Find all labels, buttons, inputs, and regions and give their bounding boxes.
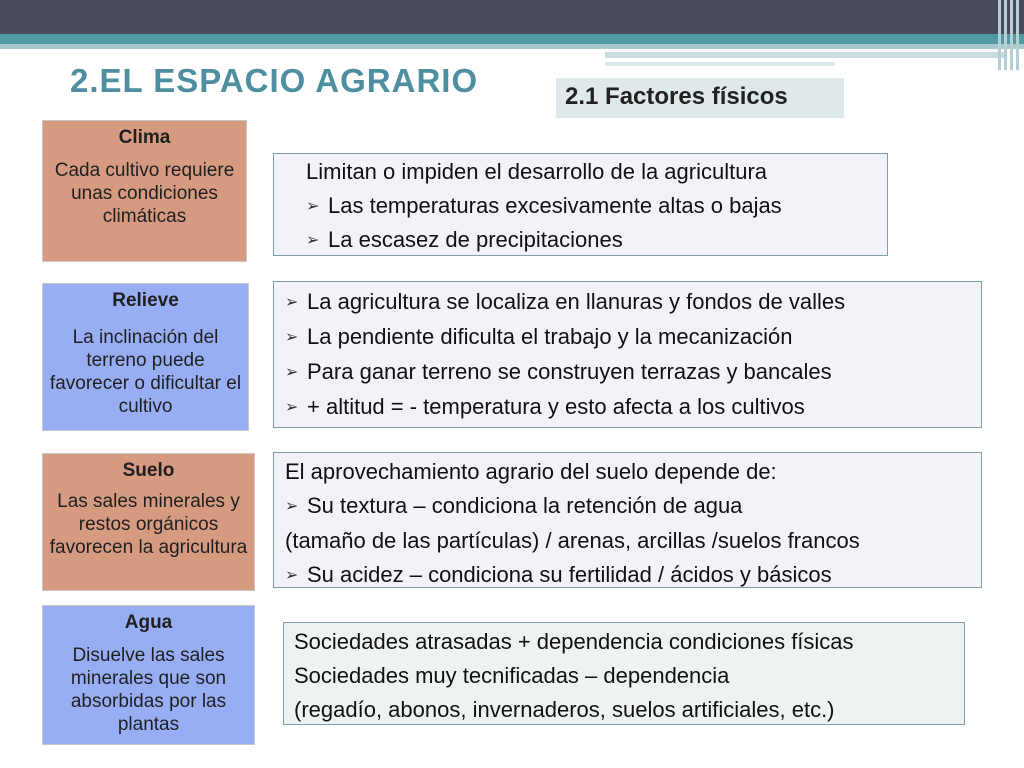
list-item: ➢ La escasez de precipitaciones bbox=[306, 223, 887, 258]
list-item: ➢ Su textura – condiciona la retención de agua bbox=[285, 489, 981, 524]
agua-detail-box bbox=[283, 622, 965, 725]
decorative-stripe bbox=[605, 52, 1005, 58]
bullet-arrow-icon: ➢ bbox=[285, 329, 299, 346]
factor-heading: Clima bbox=[118, 127, 171, 148]
factor-text: Disuelve las sales minerales que son absorbidas por las plantas bbox=[70, 645, 227, 735]
list-item-continuation: (tamaño de las partículas) / arenas, arcillas /suelos francos bbox=[285, 528, 860, 553]
list-item: ➢ Su acidez – condiciona su fertilidad / ácidos y básicos bbox=[285, 558, 981, 593]
factor-text: La inclinación del terreno puede favorecer o dificultar el cultivo bbox=[49, 327, 242, 417]
list-item: ➢ La pendiente dificulta el trabajo y la mecanización bbox=[285, 320, 981, 355]
decorative-vertical-bars bbox=[998, 0, 1020, 70]
suelo-intro: El aprovechamiento agrario del suelo depende de: bbox=[285, 459, 777, 484]
factor-clima bbox=[42, 120, 247, 262]
slide-subtitle: 2.1 Factores físicos bbox=[556, 78, 844, 118]
top-stripe-light bbox=[0, 44, 1024, 49]
factor-text: Las sales minerales y restos orgánicos favorecen la agricultura bbox=[49, 491, 248, 558]
agua-line: (regadío, abonos, invernaderos, suelos artificiales, etc.) bbox=[294, 697, 835, 722]
top-banner bbox=[0, 0, 1024, 34]
factor-text: Cada cultivo requiere unas condiciones climáticas bbox=[54, 160, 235, 227]
factor-agua bbox=[42, 605, 255, 745]
list-item: ➢ + altitud = - temperatura y esto afecta a los cultivos bbox=[285, 390, 981, 425]
list-item: ➢ La agricultura se localiza en llanuras y fondos de valles bbox=[285, 285, 981, 320]
clima-intro: Limitan o impiden el desarrollo de la agricultura bbox=[306, 159, 768, 184]
bullet-arrow-icon: ➢ bbox=[306, 197, 320, 215]
decorative-stripe-short bbox=[605, 62, 835, 66]
suelo-detail-box bbox=[273, 452, 982, 588]
bullet-arrow-icon: ➢ bbox=[306, 232, 320, 249]
top-stripe bbox=[0, 34, 1024, 44]
bullet-arrow-icon: ➢ bbox=[285, 294, 299, 311]
bullet-arrow-icon: ➢ bbox=[285, 399, 299, 416]
factor-heading: Suelo bbox=[122, 460, 175, 481]
agua-line: Sociedades muy tecnificadas – dependencia bbox=[294, 663, 730, 688]
bullet-arrow-icon: ➢ bbox=[285, 498, 299, 515]
agua-line: Sociedades atrasadas + dependencia condiciones físicas bbox=[294, 629, 854, 654]
bullet-arrow-icon: ➢ bbox=[285, 567, 299, 584]
factor-heading: Agua bbox=[124, 612, 173, 633]
list-item: ➢ Para ganar terreno se construyen terrazas y bancales bbox=[285, 355, 981, 390]
relieve-detail-box bbox=[273, 281, 982, 428]
bullet-arrow-icon: ➢ bbox=[285, 364, 299, 381]
list-item: ➢ Las temperaturas excesivamente altas o bajas bbox=[306, 189, 887, 224]
factor-relieve bbox=[42, 283, 249, 431]
factor-suelo bbox=[42, 453, 255, 591]
clima-detail-box bbox=[273, 153, 888, 256]
factor-heading: Relieve bbox=[112, 290, 179, 311]
slide-title: 2.EL ESPACIO AGRARIO bbox=[70, 62, 479, 99]
